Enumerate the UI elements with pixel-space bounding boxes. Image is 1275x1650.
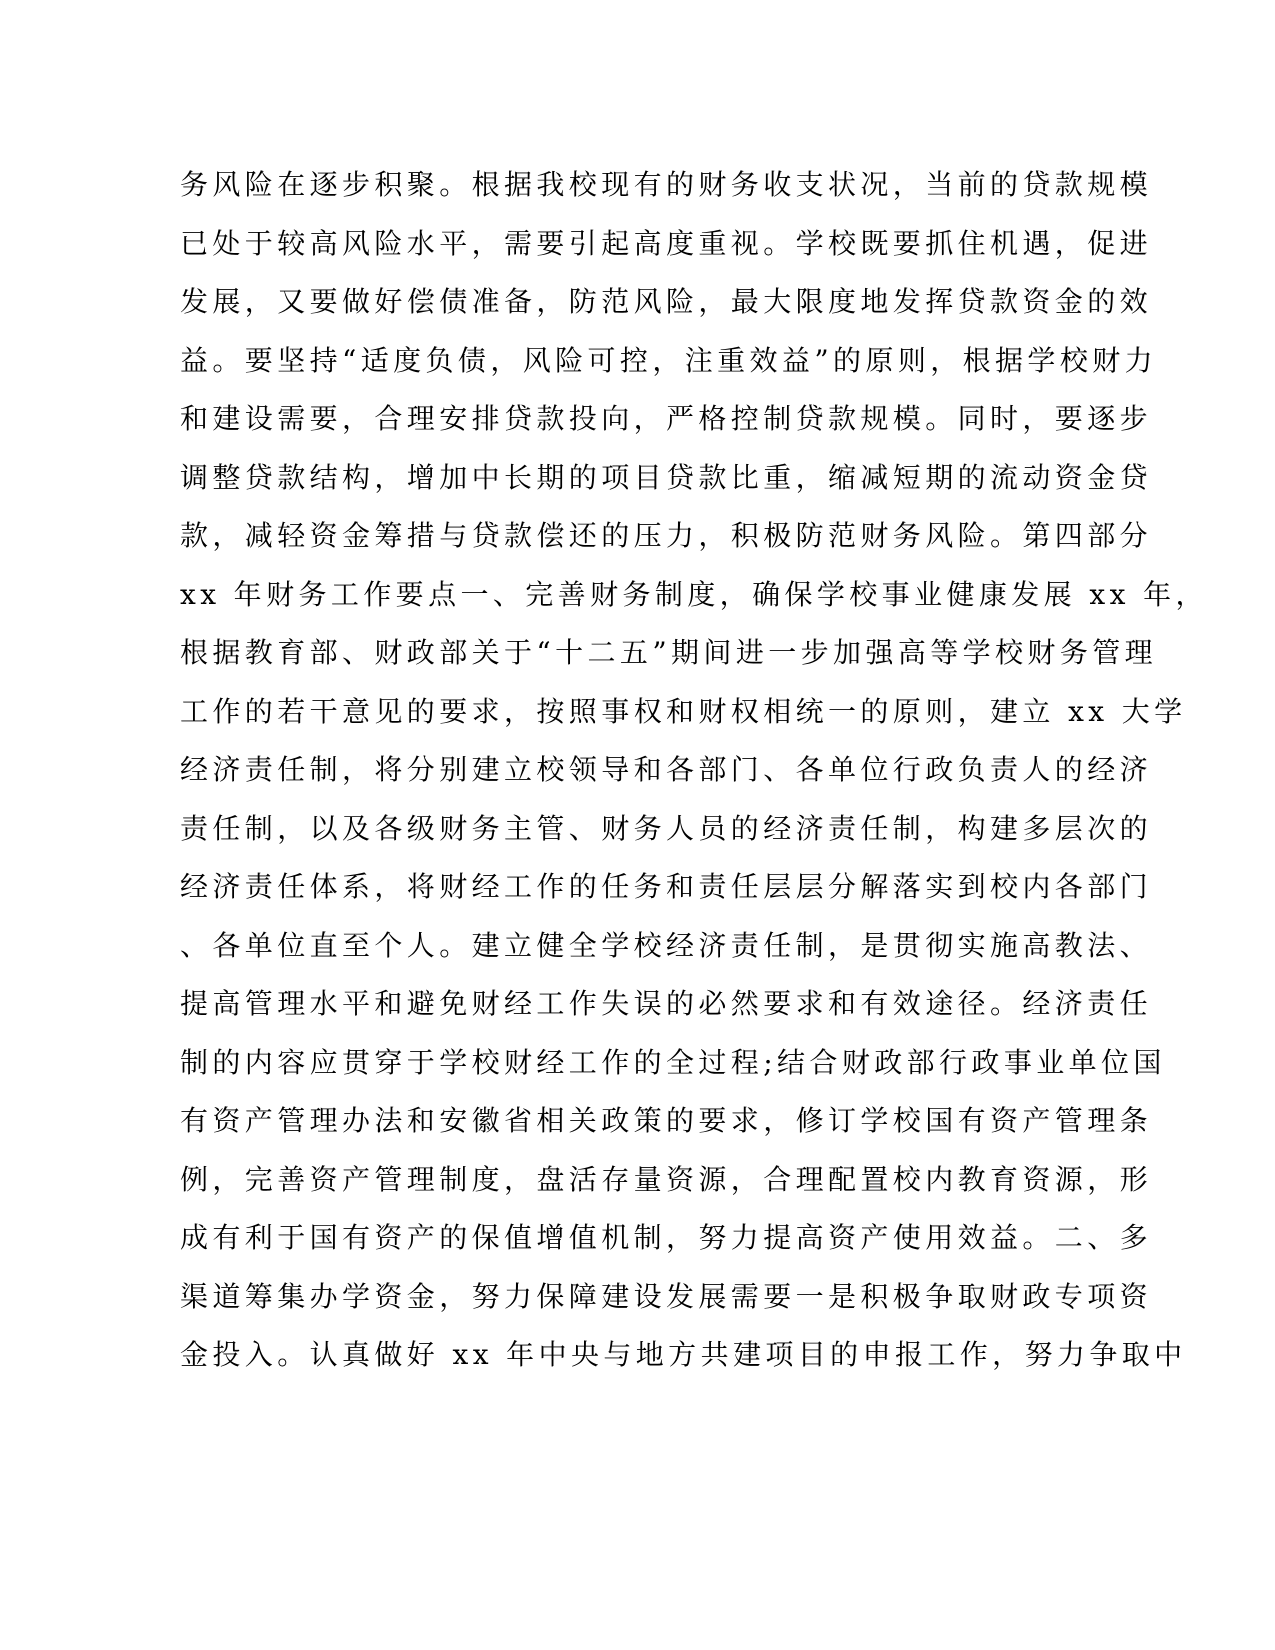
text-line-21: 金投入。认真做好 xx 年中央与地方共建项目的申报工作，努力争取中 [180,1338,1187,1371]
text-line-20: 渠道筹集办学资金，努力保障建设发展需要一是积极争取财政专项资 [180,1279,1153,1313]
body-text [180,156,1208,1385]
text-line-10: 工作的若干意见的要求，按照事权和财权相统一的原则，建立 xx 大学 [180,694,1187,728]
text-line-15: 提高管理水平和避免财经工作失误的必然要求和有效途径。经济责任 [180,987,1153,1020]
text-line-17: 有资产管理办法和安徽省相关政策的要求，修订学校国有资产管理条 [180,1104,1153,1137]
text-line-14: 、各单位直至个人。建立健全学校经济责任制，是贯彻实施高教法、 [180,928,1153,962]
text-line-13: 经济责任体系，将财经工作的任务和责任层层分解落实到校内各部门 [180,870,1153,903]
text-line-7: 款，减轻资金筹措与贷款偿还的压力，积极防范财务风险。第四部分 [180,519,1153,552]
text-line-1: 务风险在逐步积聚。根据我校现有的财务收支状况，当前的贷款规模 [180,168,1153,201]
text-line-2: 已处于较高风险水平，需要引起高度重视。学校既要抓住机遇，促进 [180,226,1153,260]
text-line-19: 成有利于国有资产的保值增值机制，努力提高资产使用效益。二、多 [180,1221,1153,1254]
text-line-6: 调整贷款结构，增加中长期的项目贷款比重，缩减短期的流动资金贷 [180,460,1153,494]
text-line-8: xx 年财务工作要点一、完善财务制度，确保学校事业健康发展 xx 年， [180,577,1208,611]
text-line-5: 和建设需要，合理安排贷款投向，严格控制贷款规模。同时，要逐步 [180,402,1153,435]
text-line-4: 益。要坚持“适度负债，风险可控，注重效益”的原则，根据学校财力 [180,343,1158,377]
text-line-11: 经济责任制，将分别建立校领导和各部门、各单位行政负责人的经济 [180,753,1153,786]
text-line-3: 发展，又要做好偿债准备，防范风险，最大限度地发挥贷款资金的效 [180,285,1153,318]
text-line-9: 根据教育部、财政部关于“十二五”期间进一步加强高等学校财务管理 [180,636,1158,669]
text-line-12: 责任制，以及各级财务主管、财务人员的经济责任制，构建多层次的 [180,811,1153,845]
text-line-18: 例，完善资产管理制度，盘活存量资源，合理配置校内教育资源，形 [180,1162,1153,1196]
text-line-16: 制的内容应贯穿于学校财经工作的全过程;结合财政部行政事业单位国 [180,1045,1166,1079]
